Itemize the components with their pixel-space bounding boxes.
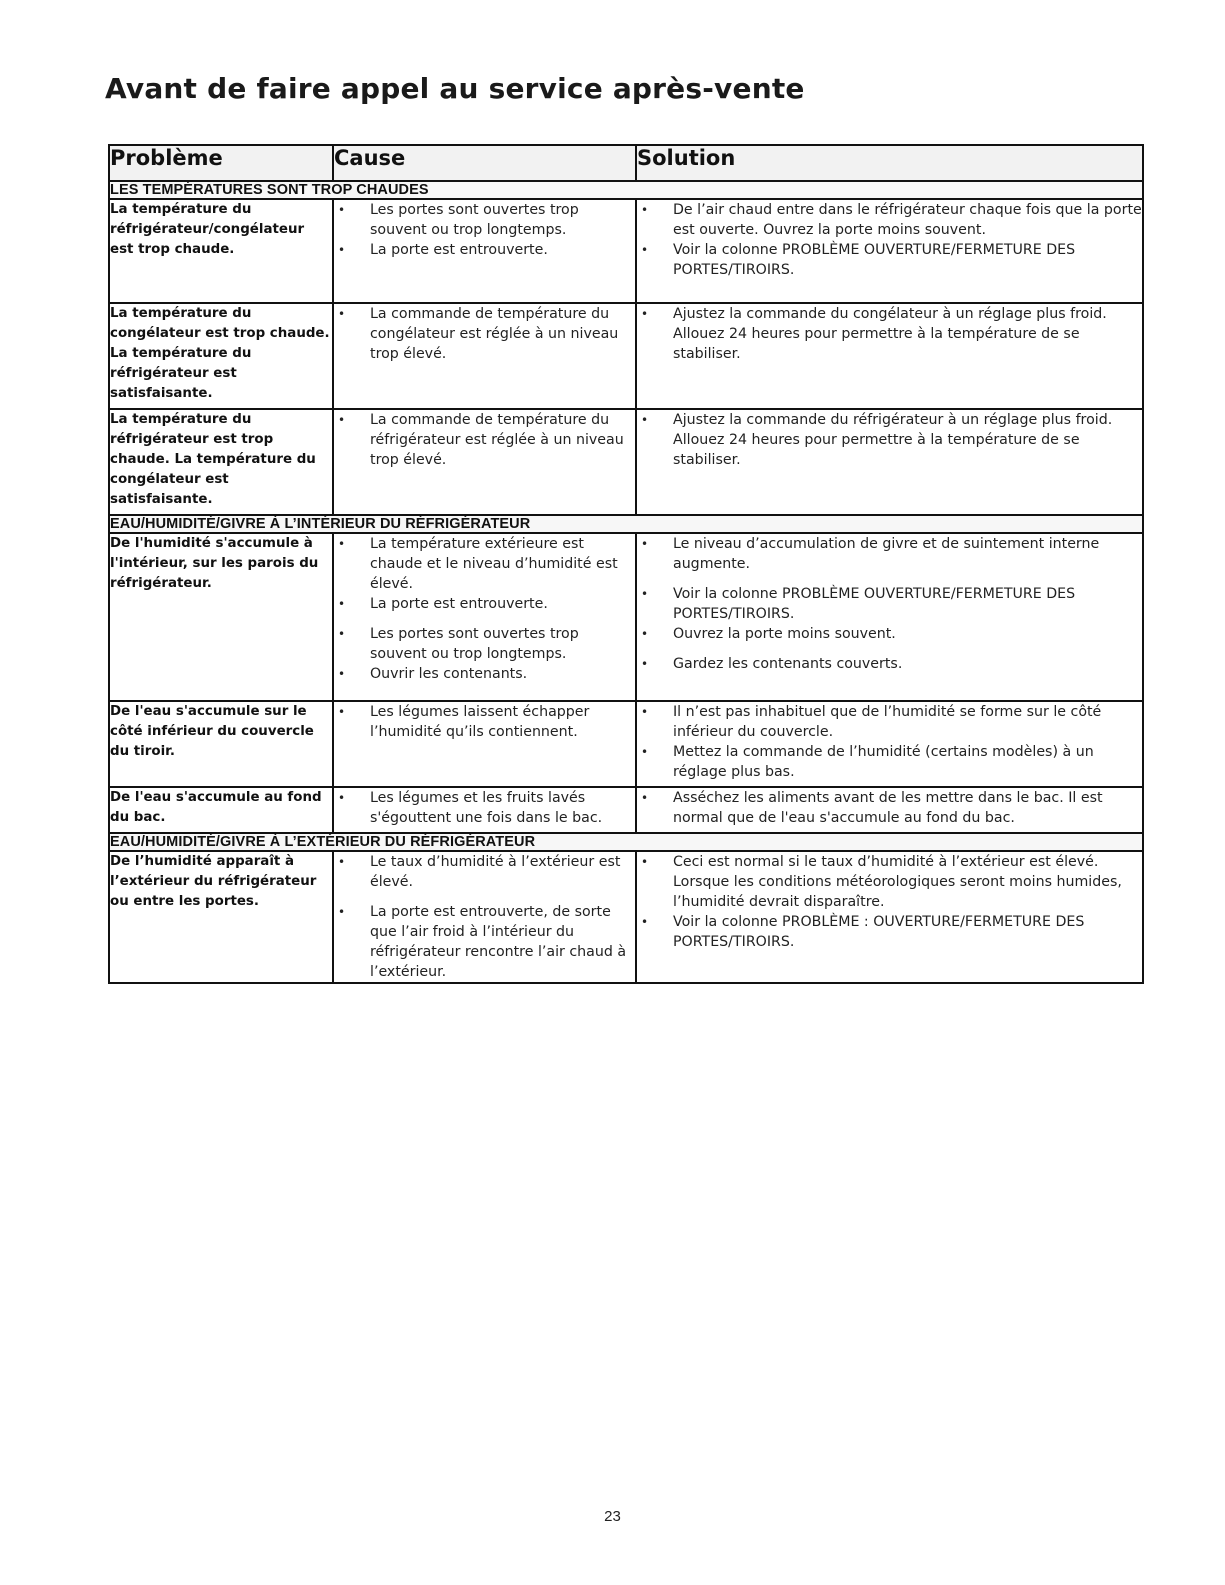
header-cause: Cause bbox=[333, 145, 636, 181]
section-heading: EAU/HUMIDITÉ/GIVRE À L’INTÉRIEUR DU RÉFRIGÉRATEUR bbox=[109, 515, 1143, 533]
table-row bbox=[109, 533, 1143, 701]
problem-cell: La température du réfrigérateur est trop chaude. La température du congélateur est satisfaisante. bbox=[109, 409, 333, 515]
cause-cell bbox=[333, 701, 636, 787]
solution-item: • Voir la colonne PROBLÈME OUVERTURE/FERMETURE DES PORTES/TIROIRS. bbox=[637, 240, 1142, 280]
solution-item: • Gardez les contenants couverts. bbox=[637, 654, 1142, 674]
section-heading-row bbox=[109, 833, 1143, 851]
solution-item: • Ajustez la commande du réfrigérateur à un réglage plus froid. Allouez 24 heures pour permettre à la température de se stabiliser. bbox=[637, 410, 1142, 470]
solution-item: • Ouvrez la porte moins souvent. bbox=[637, 624, 1142, 644]
table-row bbox=[109, 303, 1143, 409]
solution-cell bbox=[636, 199, 1143, 303]
header-problem: Problème bbox=[109, 145, 333, 181]
solution-cell bbox=[636, 701, 1143, 787]
table-row bbox=[109, 851, 1143, 983]
cause-item: • La température extérieure est chaude et le niveau d’humidité est élevé. bbox=[334, 534, 635, 594]
table-row bbox=[109, 787, 1143, 833]
cause-item: • Les légumes laissent échapper l’humidité qu’ils contiennent. bbox=[334, 702, 635, 742]
section-heading-row bbox=[109, 515, 1143, 533]
cause-item: • La porte est entrouverte. bbox=[334, 240, 635, 260]
page-number: 23 bbox=[604, 1508, 621, 1525]
solution-item: • Voir la colonne PROBLÈME OUVERTURE/FERMETURE DES PORTES/TIROIRS. bbox=[637, 584, 1142, 624]
problem-cell: La température du congélateur est trop chaude. La température du réfrigérateur est satisfaisante. bbox=[109, 303, 333, 409]
problem-cell: De l'eau s'accumule au fond du bac. bbox=[109, 787, 333, 833]
solution-item: • Asséchez les aliments avant de les mettre dans le bac. Il est normal que de l'eau s'accumule au fond du bac. bbox=[637, 788, 1142, 828]
solution-item: • Voir la colonne PROBLÈME : OUVERTURE/FERMETURE DES PORTES/TIROIRS. bbox=[637, 912, 1142, 952]
cause-item: • Le taux d’humidité à l’extérieur est élevé. bbox=[334, 852, 635, 892]
solution-item: • Le niveau d’accumulation de givre et de suintement interne augmente. bbox=[637, 534, 1142, 574]
problem-cell: De l'eau s'accumule sur le côté inférieur du couvercle du tiroir. bbox=[109, 701, 333, 787]
table-row bbox=[109, 199, 1143, 303]
solution-item: • Ceci est normal si le taux d’humidité à l’extérieur est élevé. Lorsque les conditions météorologiques seront moins humides, l’humidité devrait disparaître. bbox=[637, 852, 1142, 912]
problem-cell: De l'humidité s'accumule à l'intérieur, sur les parois du réfrigérateur. bbox=[109, 533, 333, 701]
solution-cell bbox=[636, 533, 1143, 701]
cause-cell bbox=[333, 851, 636, 983]
header-solution: Solution bbox=[636, 145, 1143, 181]
troubleshooting-table bbox=[108, 144, 1144, 984]
cause-cell bbox=[333, 409, 636, 515]
section-heading: LES TEMPÉRATURES SONT TROP CHAUDES bbox=[109, 181, 1143, 199]
solution-item: • Ajustez la commande du congélateur à un réglage plus froid. Allouez 24 heures pour permettre à la température de se stabiliser. bbox=[637, 304, 1142, 364]
cause-cell bbox=[333, 199, 636, 303]
cause-cell bbox=[333, 303, 636, 409]
problem-cell: De l’humidité apparaît à l’extérieur du réfrigérateur ou entre les portes. bbox=[109, 851, 333, 983]
cause-item: • Ouvrir les contenants. bbox=[334, 664, 635, 684]
section-heading-row bbox=[109, 181, 1143, 199]
cause-item: • La commande de température du réfrigérateur est réglée à un niveau trop élevé. bbox=[334, 410, 635, 470]
cause-item: • La porte est entrouverte, de sorte que l’air froid à l’intérieur du réfrigérateur rencontre l’air chaud à l’extérieur. bbox=[334, 902, 635, 982]
cause-item: • Les portes sont ouvertes trop souvent ou trop longtemps. bbox=[334, 624, 635, 664]
cause-cell bbox=[333, 533, 636, 701]
solution-cell bbox=[636, 851, 1143, 983]
cause-item: • Les portes sont ouvertes trop souvent ou trop longtemps. bbox=[334, 200, 635, 240]
solution-cell bbox=[636, 787, 1143, 833]
solution-cell bbox=[636, 409, 1143, 515]
solution-cell bbox=[636, 303, 1143, 409]
problem-cell: La température du réfrigérateur/congélateur est trop chaude. bbox=[109, 199, 333, 303]
page-title: Avant de faire appel au service après-vente bbox=[105, 72, 805, 105]
cause-item: • La commande de température du congélateur est réglée à un niveau trop élevé. bbox=[334, 304, 635, 364]
solution-item: • Il n’est pas inhabituel que de l’humidité se forme sur le côté inférieur du couvercle. bbox=[637, 702, 1142, 742]
solution-item: • De l’air chaud entre dans le réfrigérateur chaque fois que la porte est ouverte. Ouvrez la porte moins souvent. bbox=[637, 200, 1142, 240]
cause-item: • La porte est entrouverte. bbox=[334, 594, 635, 614]
table-row bbox=[109, 701, 1143, 787]
table-header-row bbox=[109, 145, 1143, 181]
solution-item: • Mettez la commande de l’humidité (certains modèles) à un réglage plus bas. bbox=[637, 742, 1142, 782]
cause-cell bbox=[333, 787, 636, 833]
cause-item: • Les légumes et les fruits lavés s'égouttent une fois dans le bac. bbox=[334, 788, 635, 828]
table-row bbox=[109, 409, 1143, 515]
section-heading: EAU/HUMIDITÉ/GIVRE À L’EXTÉRIEUR DU RÉFRIGÉRATEUR bbox=[109, 833, 1143, 851]
